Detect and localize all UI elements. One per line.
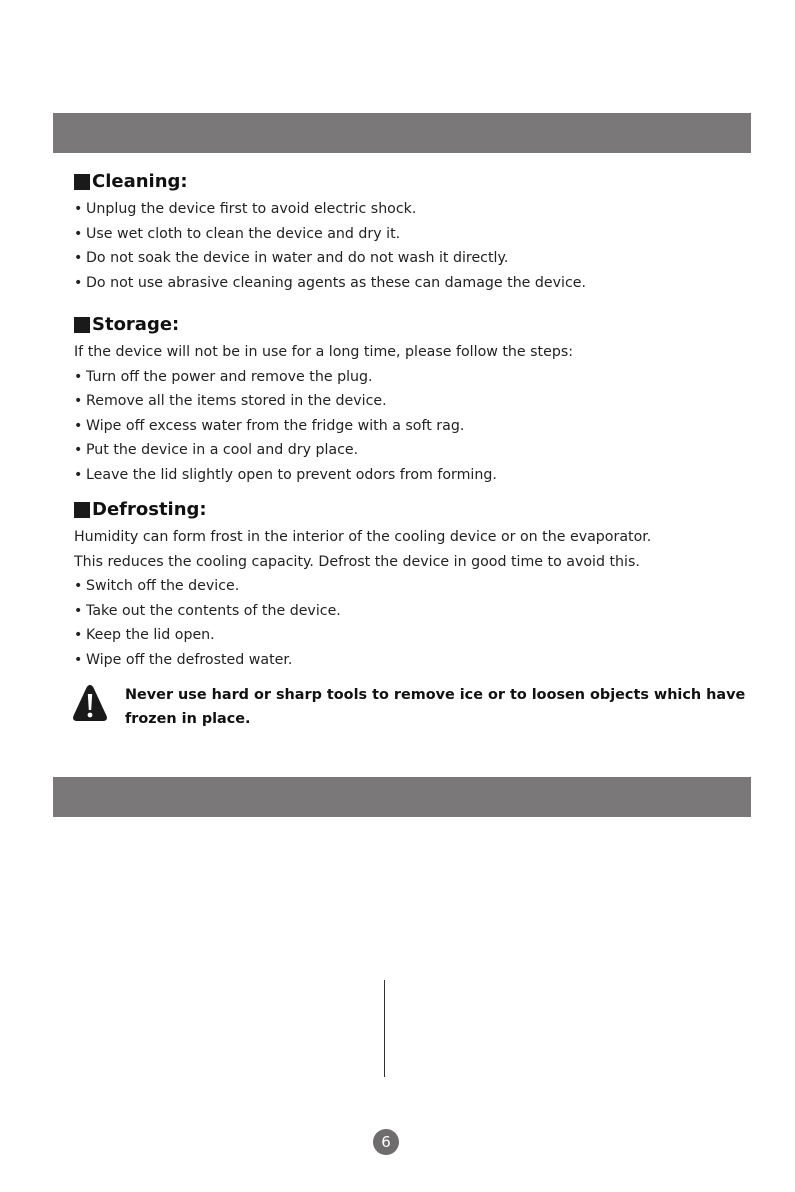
defrosting-section — [74, 499, 754, 672]
defrosting-intro-line: Humidity can form frost in the interior of the cooling device or on the evaporator. — [74, 529, 652, 545]
list-item: • Use wet cloth to clean the device and dry it. — [74, 225, 401, 242]
cleaning-title: Cleaning: — [92, 171, 188, 192]
section-header-band — [53, 777, 751, 817]
storage-heading — [74, 314, 754, 336]
list-item: • Wipe off excess water from the fridge with a soft rag. — [74, 417, 465, 434]
cleaning-heading — [74, 171, 754, 193]
list-item: • Keep the lid open. — [74, 627, 215, 643]
warning-triangle-icon — [72, 683, 108, 723]
section-header-band — [53, 113, 751, 153]
list-item: • Take out the contents of the device. — [74, 602, 341, 619]
list-item: • Wipe off the defrosted water. — [74, 651, 293, 668]
defrosting-heading — [74, 499, 754, 521]
cleaning-section — [74, 171, 754, 295]
column-divider — [384, 980, 385, 1077]
defrosting-title: Defrosting: — [92, 499, 207, 520]
storage-intro: If the device will not be in use for a long time, please follow the steps: — [74, 344, 574, 360]
warning-note — [72, 683, 752, 733]
defrosting-intro-line: This reduces the cooling capacity. Defrost the device in good time to avoid this. — [74, 553, 640, 570]
list-item: • Remove all the items stored in the device. — [74, 393, 387, 409]
list-item: • Leave the lid slightly open to prevent odors from forming. — [74, 466, 497, 483]
list-item: • Do not use abrasive cleaning agents as these can damage the device. — [74, 274, 587, 291]
square-bullet-icon — [74, 502, 90, 518]
storage-section — [74, 314, 754, 487]
warning-text: Never use hard or sharp tools to remove ice or to loosen objects which have frozen in place. — [125, 687, 746, 727]
square-bullet-icon — [74, 317, 90, 333]
storage-title: Storage: — [92, 314, 180, 335]
list-item: • Unplug the device first to avoid electric shock. — [74, 201, 417, 217]
list-item: • Turn off the power and remove the plug. — [74, 368, 373, 385]
list-item: • Put the device in a cool and dry place. — [74, 442, 359, 458]
list-item: • Do not soak the device in water and do not wash it directly. — [74, 250, 509, 266]
page-number-badge: 6 — [373, 1129, 399, 1155]
square-bullet-icon — [74, 174, 90, 190]
list-item: • Switch off the device. — [74, 578, 240, 594]
